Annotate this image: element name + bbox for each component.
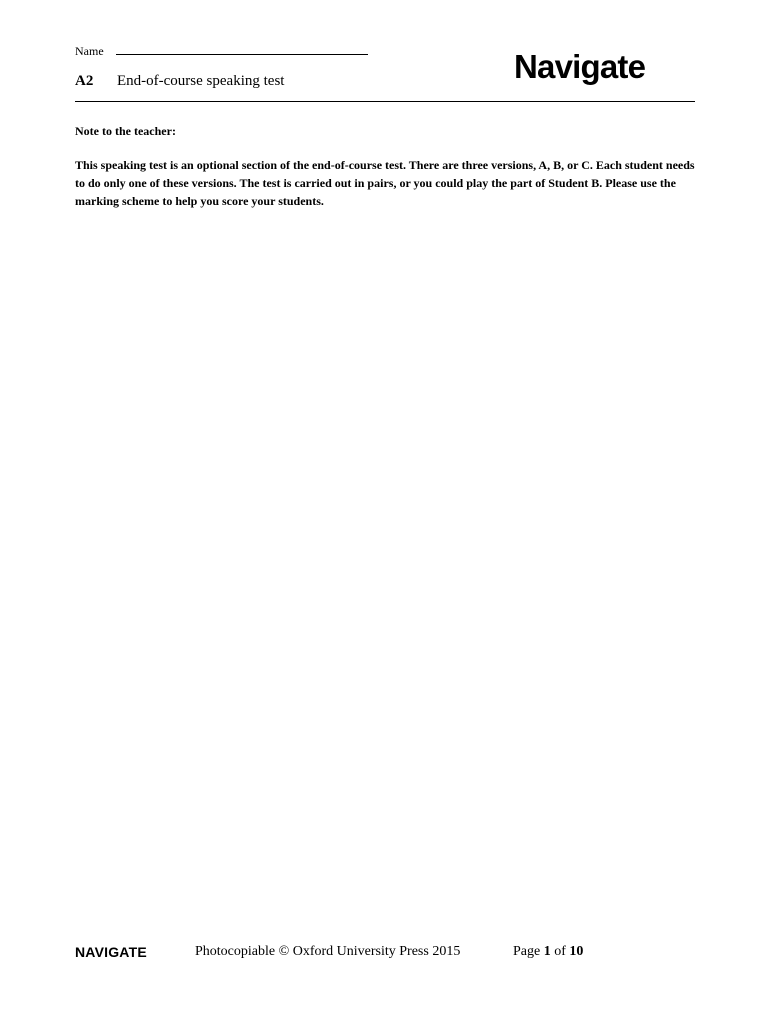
page-total: 10 [569,944,584,959]
footer-copyright: Photocopiable © Oxford University Press 2015 [195,944,461,959]
page-current: 1 [543,944,551,959]
footer-brand: NAVIGATE [75,944,147,960]
page-of: of [554,944,566,959]
note-body: This speaking test is an optional section of the end-of-course test. There are three versions, A, B, or C. Each student needs to do only one of these versions. The test is carried out in pairs, or you could play the part of Student B. Please use the marking scheme to help you score your students. [75,158,695,208]
navigate-logo: Navigate [514,48,646,85]
name-label: Name [75,44,104,58]
page-footer [0,944,768,964]
header-divider [75,101,695,102]
page-prefix: Page [513,944,541,959]
test-title-row [75,73,284,90]
name-blank-line [116,43,368,55]
level-label: A2 [75,73,94,89]
test-title: End-of-course speaking test [117,73,285,89]
note-heading: Note to the teacher: [75,124,176,138]
name-field-row [75,43,368,59]
page-number [513,944,583,960]
